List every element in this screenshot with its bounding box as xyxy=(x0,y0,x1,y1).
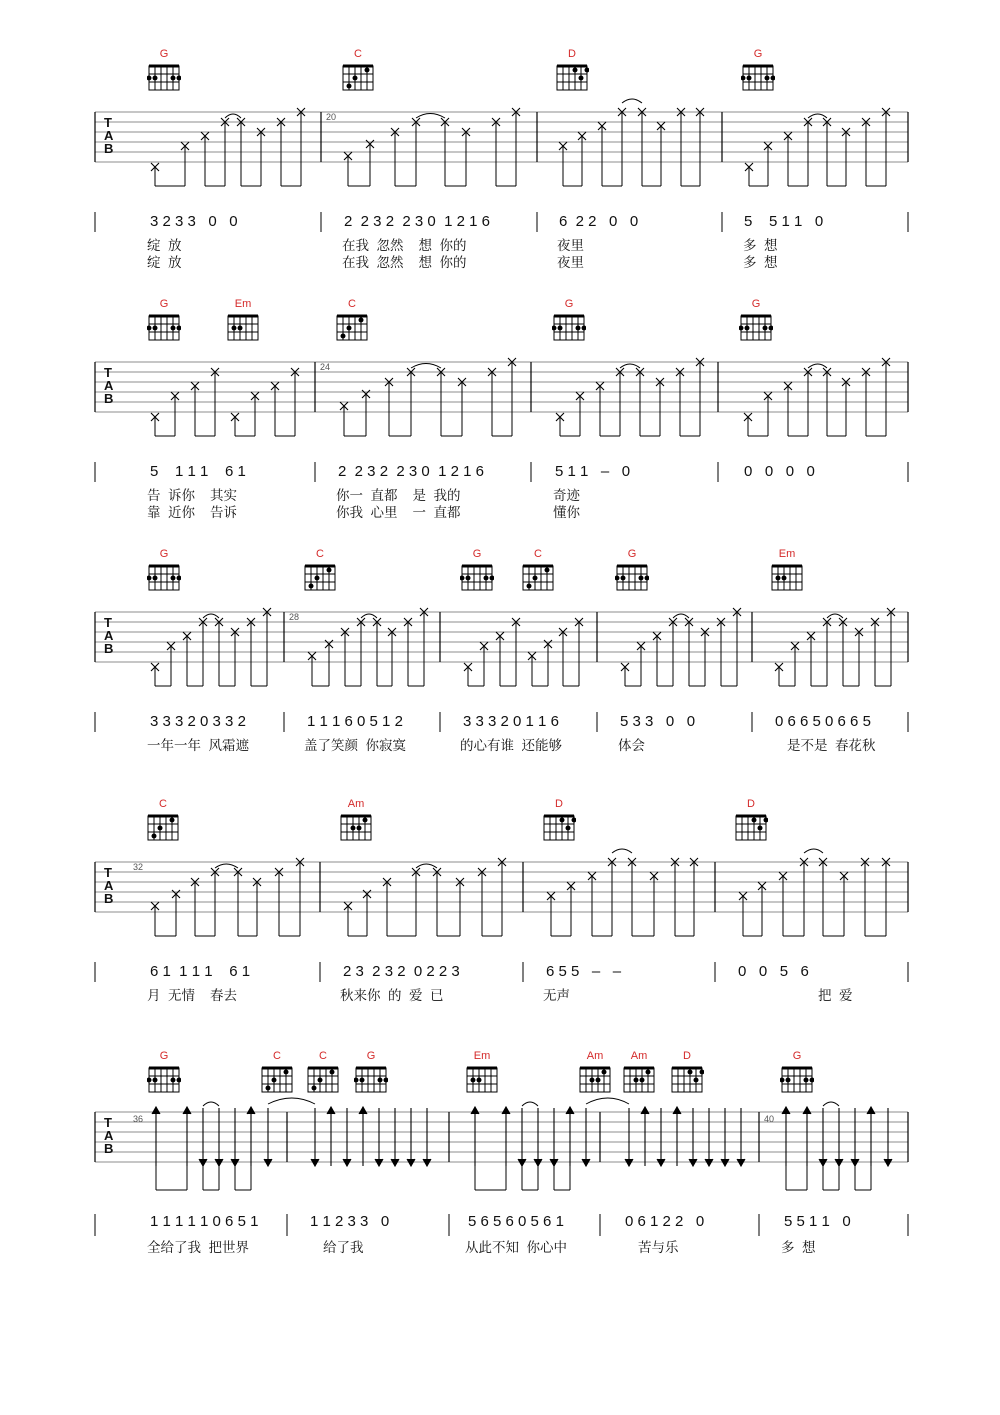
chord-name: C xyxy=(316,548,324,560)
tab-system-5 xyxy=(0,1050,1000,1300)
chord-name: Am xyxy=(586,1050,604,1062)
lyric-line-1: 月 无情 春去 xyxy=(147,988,238,1003)
strum-arrows xyxy=(152,1107,892,1166)
jianpu-notation: 1 1 1 1 1 0 6 5 1 xyxy=(150,1213,259,1230)
jianpu-notation: 0 6 6 5 0 6 6 5 xyxy=(775,713,871,730)
lyric-line-1: 把 爱 xyxy=(818,988,853,1003)
jianpu-notation: 5 6 5 6 0 5 6 1 xyxy=(468,1213,564,1230)
tab-system-1 xyxy=(0,48,1000,298)
lyric-line-1: 盖了笑颜 你寂寞 xyxy=(304,738,407,753)
lyric-line-2: 绽 放 xyxy=(147,255,182,270)
jianpu-notation: 5 1 1 – 0 xyxy=(555,463,631,480)
tab-clef: T A B xyxy=(104,115,114,156)
jianpu-notation: 5 5 1 1 0 xyxy=(784,1213,851,1230)
tab-note-marks xyxy=(151,108,890,171)
lyric-line-1: 一年一年 风霜遮 xyxy=(147,738,250,753)
jianpu-notation: 6 1 1 1 1 6 1 xyxy=(150,963,251,980)
lyric-line-1: 给了我 xyxy=(323,1240,364,1255)
lyric-line-1: 多 想 xyxy=(743,238,778,253)
chord-name: G xyxy=(159,48,169,60)
chord-name: C xyxy=(348,298,356,310)
jianpu-notation: 0 0 0 0 xyxy=(744,463,815,480)
lyric-line-1: 多 想 xyxy=(781,1240,816,1255)
chord-name: D xyxy=(747,798,755,810)
chord-name: C xyxy=(319,1050,327,1062)
measure-number: 24 xyxy=(320,362,331,372)
jianpu-notation: 3 2 3 3 0 0 xyxy=(150,213,238,230)
jianpu-notation: 0 0 5 6 xyxy=(738,963,809,980)
lyric-line-1: 告 诉你 其实 xyxy=(147,488,238,503)
tab-staff xyxy=(0,798,1000,1048)
chord-name: G xyxy=(792,1050,802,1062)
jianpu-notation: 3 3 3 2 0 3 3 2 xyxy=(150,713,246,730)
chord-name: G xyxy=(753,48,763,60)
lyric-line-1: 体会 xyxy=(618,738,645,753)
chord-name: G xyxy=(159,298,169,310)
tab-staff xyxy=(0,1050,1000,1300)
measure-number: 32 xyxy=(133,862,144,872)
chord-name: G xyxy=(472,548,482,560)
lyric-line-1: 从此不知 你心中 xyxy=(465,1240,568,1255)
lyric-line-1: 的心有谁 还能够 xyxy=(460,738,563,753)
jianpu-notation: 1 1 1 6 0 5 1 2 xyxy=(307,713,403,730)
tab-clef: T A B xyxy=(104,615,114,656)
lyric-line-1: 全给了我 把世界 xyxy=(147,1240,250,1255)
lyric-line-1: 苦与乐 xyxy=(638,1240,679,1255)
jianpu-notation: 6 2 2 0 0 xyxy=(559,213,639,230)
chord-name: G xyxy=(366,1050,376,1062)
chord-name: C xyxy=(273,1050,281,1062)
measure-number: 36 xyxy=(133,1114,144,1124)
tab-system-4 xyxy=(0,798,1000,1048)
jianpu-notation: 0 6 1 2 2 0 xyxy=(625,1213,705,1230)
lyric-line-1: 奇迹 xyxy=(553,488,580,503)
jianpu-notation: 6 5 5 – – xyxy=(546,963,622,980)
chord-name: G xyxy=(564,298,574,310)
jianpu-notation: 2 2 3 2 2 3 0 1 2 1 6 xyxy=(338,463,484,480)
chord-name: G xyxy=(627,548,637,560)
tab-system-2 xyxy=(0,298,1000,548)
lyric-line-1: 无声 xyxy=(543,988,570,1003)
lyric-line-1: 秋来你 的 爱 已 xyxy=(340,988,444,1003)
lyric-line-2: 懂你 xyxy=(553,505,580,520)
jianpu-notation: 2 3 2 3 2 0 2 2 3 xyxy=(343,963,460,980)
chord-name: C xyxy=(534,548,542,560)
lyric-line-2: 在我 忽然 想 你的 xyxy=(342,255,467,270)
chord-name: C xyxy=(354,48,362,60)
measure-number: 40 xyxy=(764,1114,775,1124)
tab-clef: T A B xyxy=(104,865,114,906)
tab-note-marks xyxy=(151,608,895,671)
tab-system-3 xyxy=(0,548,1000,798)
lyric-line-2: 你我 心里 一 直都 xyxy=(336,505,461,520)
chord-name: C xyxy=(159,798,167,810)
lyric-line-1: 在我 忽然 想 你的 xyxy=(342,238,467,253)
jianpu-notation: 3 3 3 2 0 1 1 6 xyxy=(463,713,559,730)
measure-number: 20 xyxy=(326,112,337,122)
lyric-line-1: 绽 放 xyxy=(147,238,182,253)
chord-name: G xyxy=(751,298,761,310)
lyric-line-2: 多 想 xyxy=(743,255,778,270)
jianpu-notation: 5 5 1 1 0 xyxy=(744,213,824,230)
jianpu-notation: 5 1 1 1 6 1 xyxy=(150,463,246,480)
lyric-line-1: 夜里 xyxy=(557,238,584,253)
chord-name: Em xyxy=(778,548,796,560)
jianpu-notation: 1 1 2 3 3 0 xyxy=(310,1213,390,1230)
jianpu-notation: 2 2 3 2 2 3 0 1 2 1 6 xyxy=(344,213,490,230)
chord-name: G xyxy=(159,1050,169,1062)
chord-name: D xyxy=(555,798,563,810)
chord-name: Em xyxy=(234,298,252,310)
measure-number: 28 xyxy=(289,612,300,622)
chord-name: Am xyxy=(347,798,365,810)
tab-clef: T A B xyxy=(104,365,114,406)
jianpu-notation: 5 3 3 0 0 xyxy=(620,713,696,730)
tab-note-marks xyxy=(151,358,890,421)
tab-staff xyxy=(0,548,1000,798)
chord-name: G xyxy=(159,548,169,560)
lyric-line-2: 靠 近你 告诉 xyxy=(147,505,238,520)
chord-name: Em xyxy=(473,1050,491,1062)
tab-clef: T A B xyxy=(104,1115,114,1156)
lyric-line-2: 夜里 xyxy=(557,255,584,270)
lyric-line-1: 你一 直都 是 我的 xyxy=(336,488,461,503)
lyric-line-1: 是不是 春花秋 xyxy=(787,738,876,753)
chord-name: D xyxy=(683,1050,691,1062)
chord-name: Am xyxy=(630,1050,648,1062)
chord-name: D xyxy=(568,48,576,60)
